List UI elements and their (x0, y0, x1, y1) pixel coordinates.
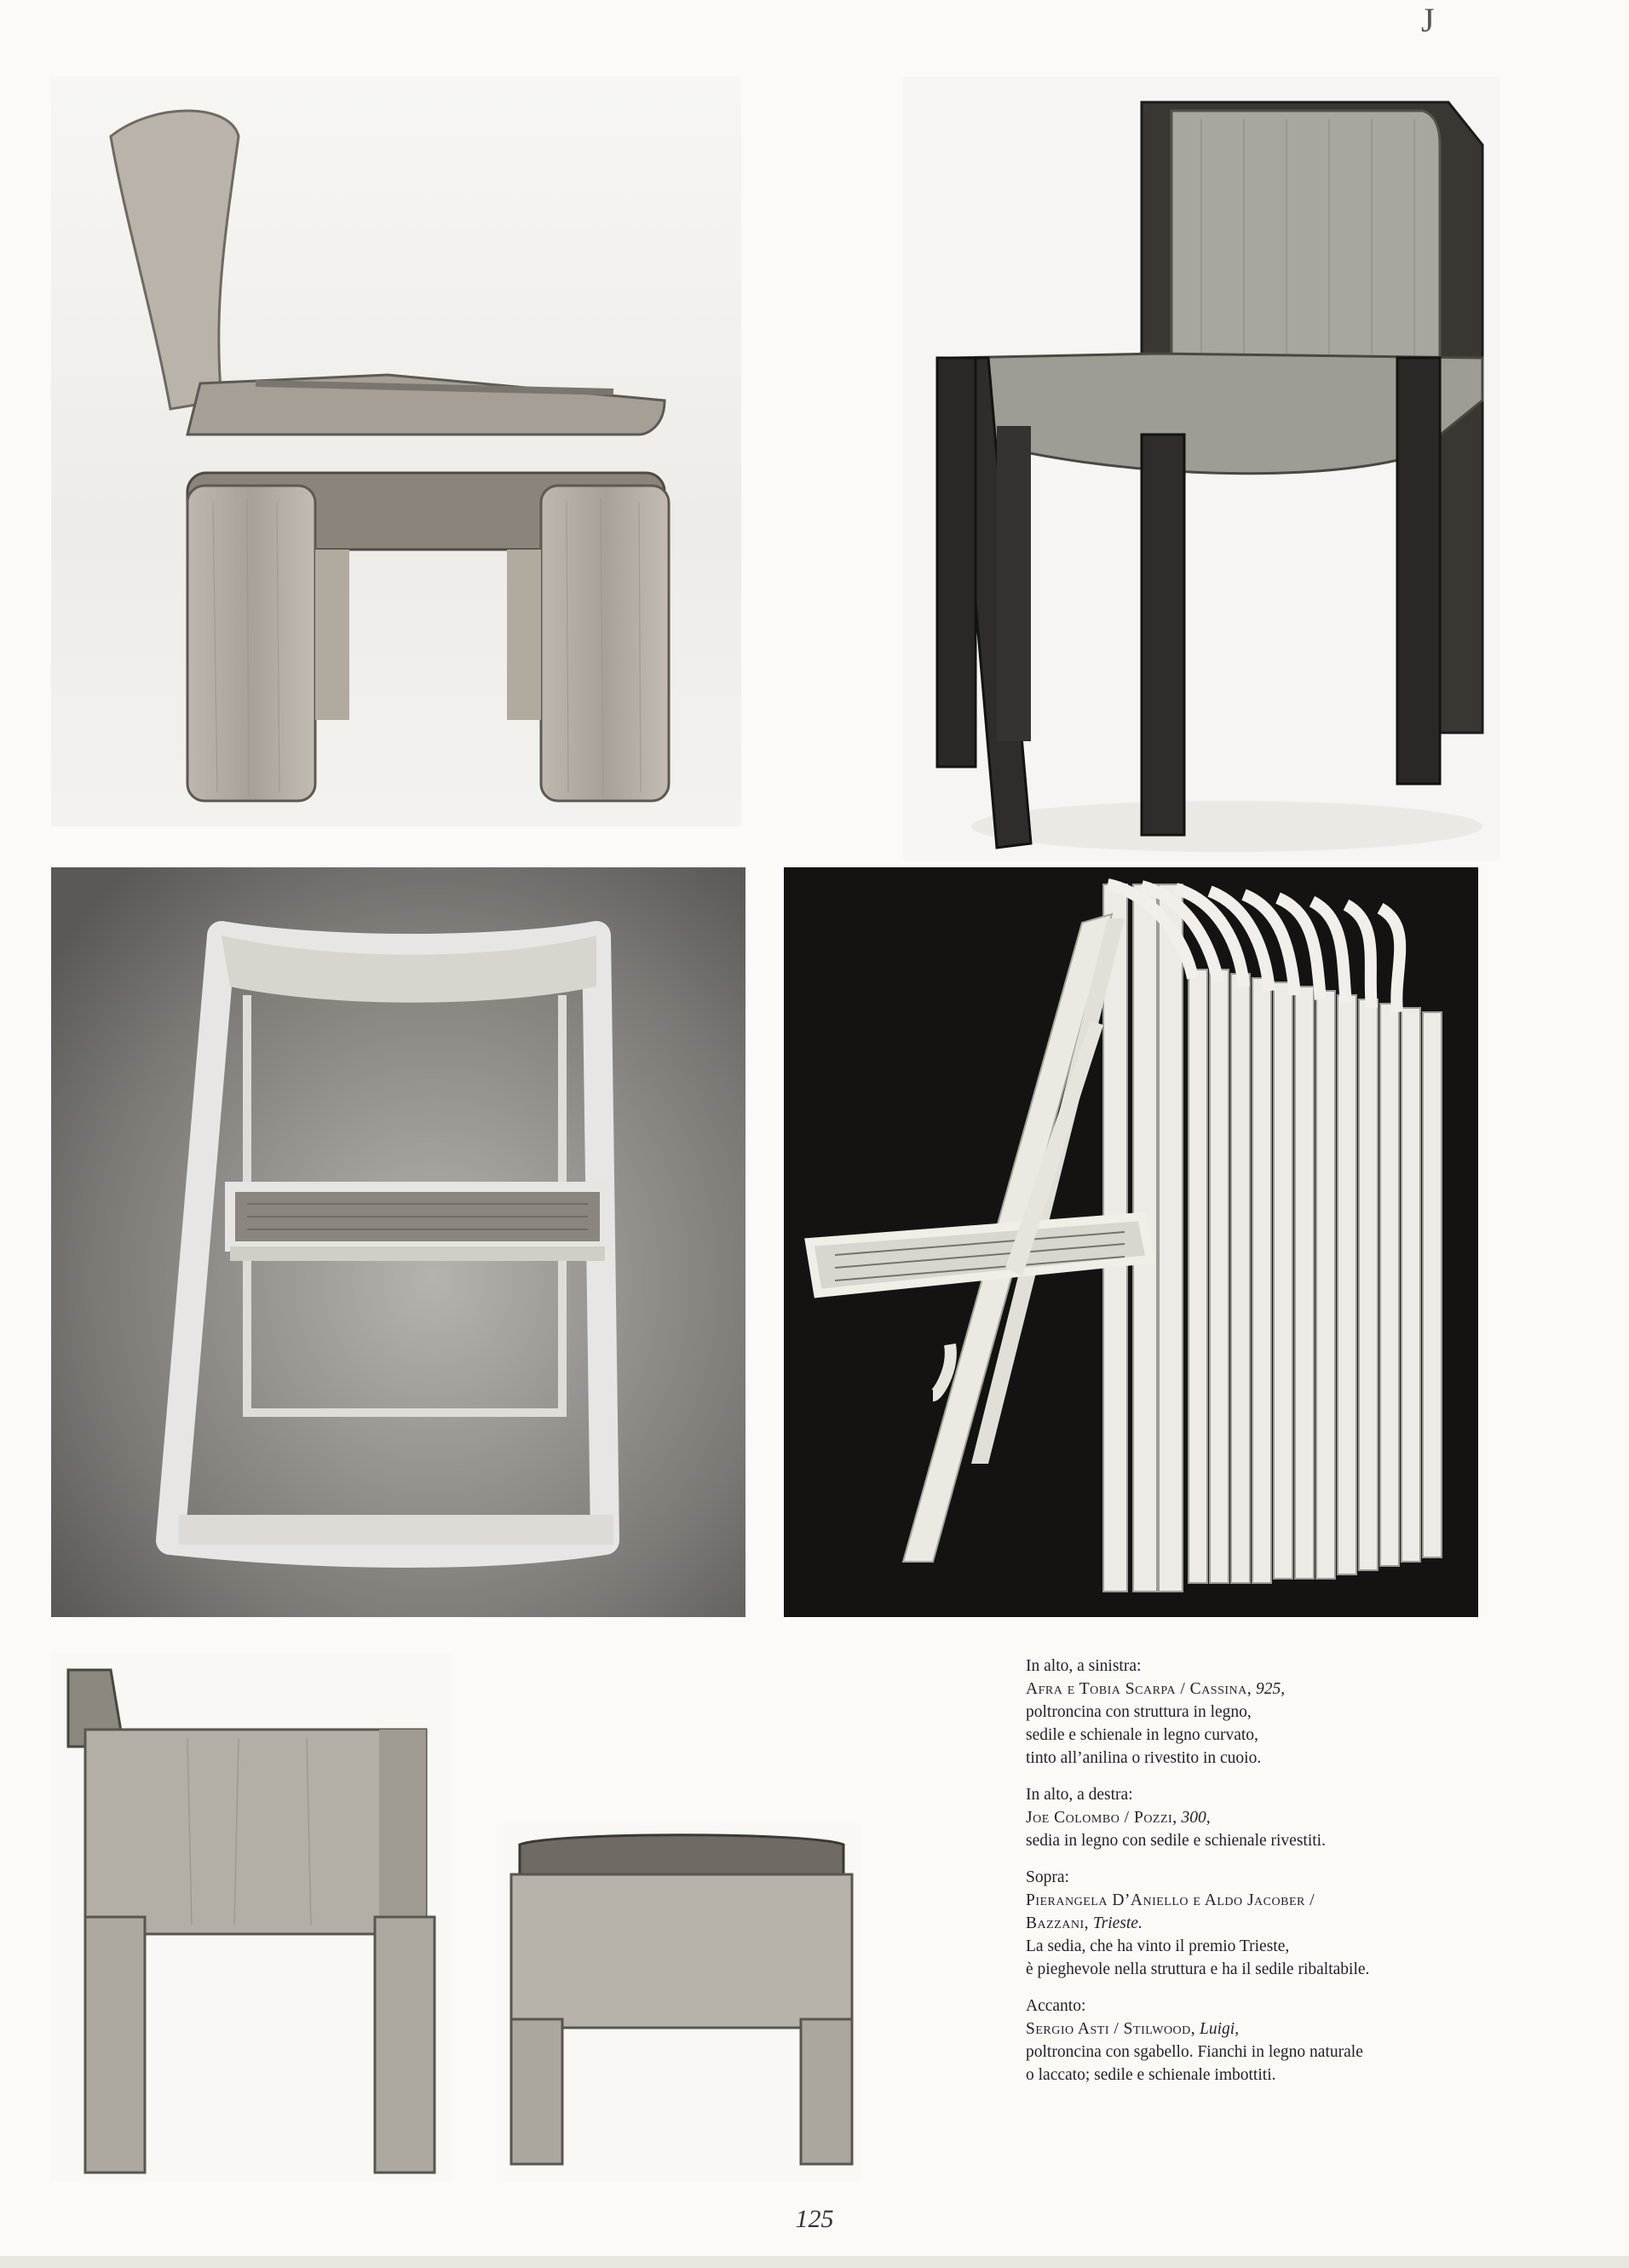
corner-mark: J (1421, 1, 1435, 39)
caption-body-line: sedia in legno con sedile e schienale rivestiti. (1026, 1832, 1326, 1850)
caption-body-line: La sedia, che ha vinto il premio Trieste, (1026, 1937, 1290, 1955)
caption-body-line: poltroncina con sgabello. Fianchi in legno naturale (1026, 2043, 1363, 2061)
caption-colombo (1026, 1783, 1469, 1852)
caption-designers-cont: Bazzani, (1026, 1914, 1089, 1932)
caption-model: Luigi, (1200, 2020, 1240, 2038)
caption-trieste (1026, 1866, 1469, 1981)
caption-body-line: poltroncina con struttura in legno, (1026, 1703, 1252, 1721)
caption-designers: Pierangela D’Aniello e Aldo Jacober / (1026, 1891, 1315, 1909)
photo-colombo-300 (903, 77, 1499, 861)
photo-trieste-front (51, 867, 745, 1617)
caption-body-line: o laccato; sedile e schienale imbottiti. (1026, 2066, 1276, 2084)
caption-block (1026, 1655, 1469, 2100)
caption-model: 300, (1181, 1809, 1211, 1827)
caption-heading: Accanto: (1026, 1997, 1086, 2015)
caption-body-line: tinto all’anilina o rivestito in cuoio. (1026, 1749, 1262, 1767)
photo-luigi-stool (503, 1823, 861, 2181)
page-edge (0, 2256, 1629, 2268)
caption-heading: Sopra: (1026, 1868, 1069, 1886)
caption-model: Trieste. (1092, 1914, 1143, 1932)
photo-scarpa-925 (51, 77, 741, 826)
caption-asti (1026, 1995, 1469, 2087)
caption-model: 925, (1256, 1680, 1286, 1698)
page-number: 125 (795, 2205, 834, 2233)
caption-designers: Afra e Tobia Scarpa / Cassina, (1026, 1680, 1252, 1698)
caption-body-line: sedile e schienale in legno curvato, (1026, 1726, 1258, 1744)
photo-luigi-armchair (51, 1653, 452, 2181)
caption-designers: Sergio Asti / Stilwood, (1026, 2020, 1196, 2038)
caption-body-line: è pieghevole nella struttura e ha il sedile ribaltabile. (1026, 1960, 1370, 1978)
caption-heading: In alto, a destra: (1026, 1786, 1133, 1804)
photo-trieste-stack (784, 867, 1478, 1617)
caption-scarpa (1026, 1655, 1469, 1770)
caption-designers: Joe Colombo / Pozzi, (1026, 1809, 1177, 1827)
caption-heading: In alto, a sinistra: (1026, 1657, 1142, 1675)
